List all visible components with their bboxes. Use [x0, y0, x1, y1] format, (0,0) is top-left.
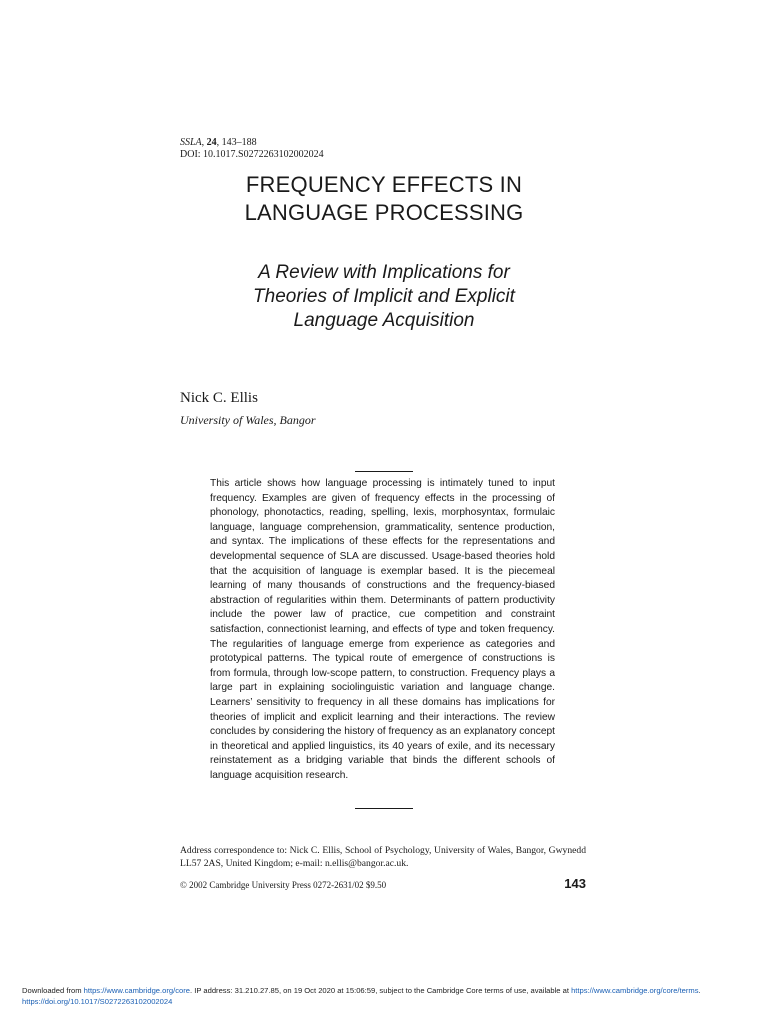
- subtitle-line: Language Acquisition: [293, 310, 475, 331]
- abstract-text: This article shows how language processing is intimately tuned to input frequency. Examples are given of frequency effects in the processing of phonology, phonotactics, reading, spelling, lexis, morphosyntax, formulaic language, language comprehension, grammaticality, sentence production, and syntax. The implications of these effects for the representations and developmental sequence of SLA are discussed. Usage-based theories hold that the acquisition of language is exemplar based. It is the piecemeal learning of many thousands of constructions and the frequency-biased abstraction of regularities within them. Determinants of pattern productivity include the power law of practice, cue competition and constraint satisfaction, connectionist learning, and effects of type and token frequency. The regularities of language emerge from experience as categories and prototypical patterns. The typical route of emergence of constructions is from formula, through low-scope pattern, to construction. Frequency plays a large part in explaining sociolinguistic variation and language change. Learners’ sensitivity to frequency in all these domains has implications for theories of implicit and explicit learning and their interactions. The review concludes by considering the history of frequency as an explanatory concept in theoretical and applied linguistics, its 40 years of exile, and its necessary reinstatement as a bridging variable that binds the different schools of language acquisition research.: [210, 478, 555, 781]
- article-subtitle: [0, 261, 768, 333]
- title-line: FREQUENCY EFFECTS IN: [245, 172, 523, 197]
- download-suffix: .: [698, 986, 701, 995]
- author-name: Nick C. Ellis: [180, 390, 258, 406]
- journal-pages: , 143–188: [216, 137, 257, 148]
- doi-link[interactable]: https://doi.org/10.1017/S0272263102002024: [22, 997, 173, 1006]
- download-notice: [22, 985, 752, 1007]
- download-prefix: Downloaded from: [22, 986, 84, 995]
- journal-reference: [180, 137, 324, 161]
- cambridge-core-link[interactable]: https://www.cambridge.org/core: [83, 986, 190, 995]
- abstract: [210, 477, 555, 783]
- abstract-bottom-rule: [355, 808, 413, 809]
- subtitle-line: A Review with Implications for: [258, 262, 510, 283]
- download-ip-info: . IP address: 31.210.27.85, on 19 Oct 2020 at 15:06:59, subject to the Cambridge Core terms of use, available at: [190, 986, 572, 995]
- journal-volume: 24: [206, 137, 217, 148]
- copyright-line: © 2002 Cambridge University Press 0272-2631/02 $9.50: [180, 880, 387, 890]
- author-affiliation: University of Wales, Bangor: [180, 413, 316, 427]
- abstract-top-rule: [355, 471, 413, 472]
- journal-abbrev: SSLA: [180, 137, 202, 148]
- terms-link[interactable]: https://www.cambridge.org/core/terms: [571, 986, 699, 995]
- subtitle-line: Theories of Implicit and Explicit: [253, 286, 515, 307]
- page-number: 143: [564, 876, 586, 891]
- article-title: [0, 171, 768, 227]
- title-line: LANGUAGE PROCESSING: [244, 200, 524, 225]
- correspondence-note: Address correspondence to: Nick C. Ellis, School of Psychology, University of Wales, Bangor, Gwynedd LL57 2AS, United Kingdom; e-mail: n.ellis@bangor.ac.uk.: [180, 845, 586, 869]
- journal-citation: SSLA, 24, 143–188: [180, 137, 257, 148]
- article-doi: DOI: 10.1017.S0272263102002024: [180, 149, 324, 160]
